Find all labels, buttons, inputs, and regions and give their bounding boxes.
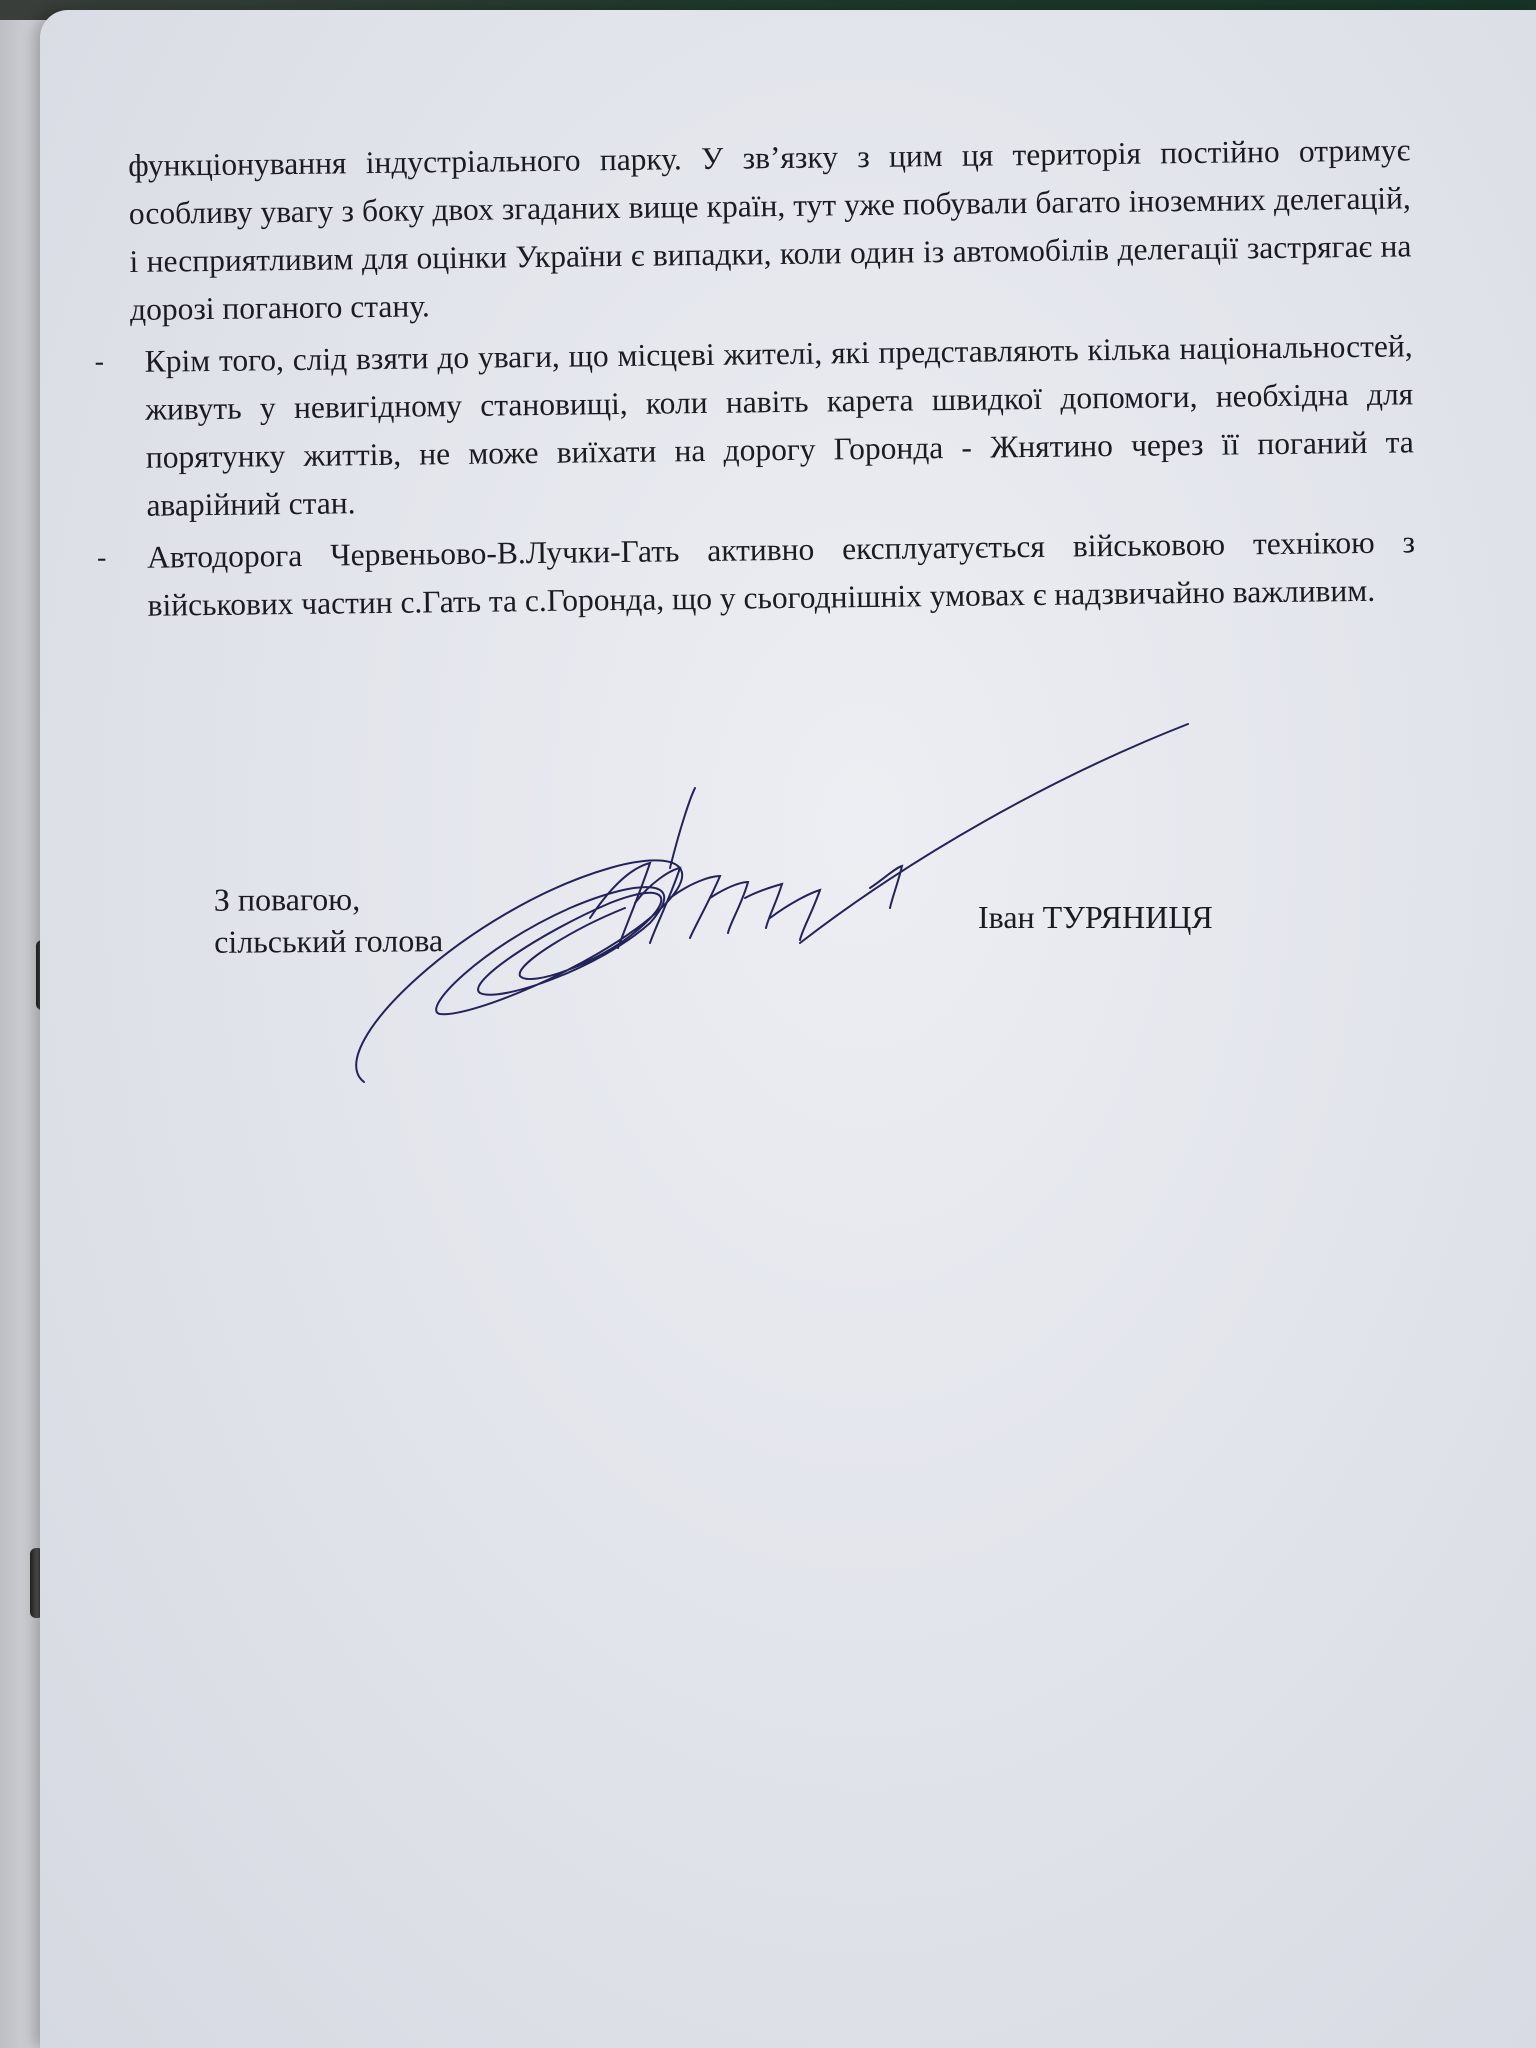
closing-salutation: З повагою, [213,880,361,918]
signer-name: Іван ТУРЯНИЦЯ [978,899,1213,935]
bullet-marker: - [94,346,105,378]
bullet-item-military-road [96,518,1416,630]
bullet-item-ambulance [94,322,1414,530]
bullet-text: Крім того, слід взяти до уваги, що місцеві жителі, які представляють кілька національностей, живуть у невигідному становищі, коли навіть карета швидкої допомоги, необхідна для порятунку життів, не може виїхати на дорогу Горонда - Жнятино через її поганий та аварійний стан. [144,328,1414,523]
handwritten-signature [350,718,1200,1098]
letter-body [94,126,1416,630]
bullet-text: Автодорога Червеньово-В.Лучки-Гать активно експлуатується військовою технікою з військових частин с.Гать та с.Горонда, що у сьогоднішніх умовах є надзвичайно важливим. [146,524,1416,623]
bullet-marker: - [96,542,107,574]
paragraph-continued: функціонування індустріального парку. У зв’язку з цим ця територія постійно отримує особливу увагу з боку двох згаданих вище країн, тут уже побували багато іноземних делегацій, і несприятливим для оцінки України є випадки, коли один із автомобілів делегації застрягає на дорозі поганого стану. [128,132,1412,327]
signer-title: сільський голова [214,922,444,960]
